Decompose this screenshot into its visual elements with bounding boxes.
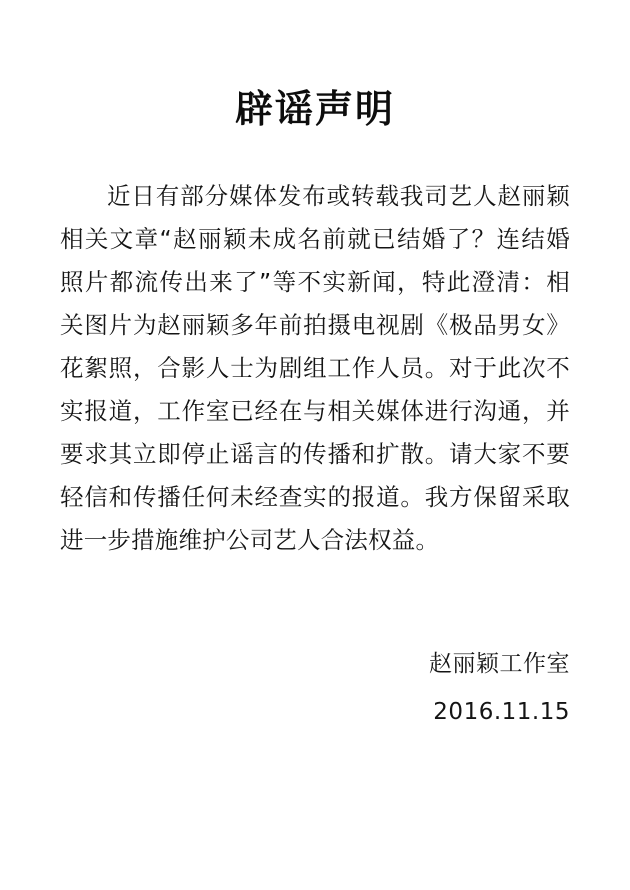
statement-body [60, 133, 570, 562]
statement-paragraph: 近日有部分媒体发布或转载我司艺人赵丽颖相关文章“赵丽颖未成名前就已结婚了？连结婚照片都流传出来了”等不实新闻，特此澄清：相关图片为赵丽颖多年前拍摄电视剧《极品男女》花絮照，合影人士为剧组工作人员。对于此次不实报道，工作室已经在与相关媒体进行沟通，并要求其立即停止谣言的传播和扩散。请大家不要轻信和传播任何未经查实的报道。我方保留采取进一步措施维护公司艺人合法权益。 [60, 182, 570, 554]
signature-block [60, 562, 570, 732]
signature-date: 2016.11.15 [433, 699, 570, 725]
page-title: 辟谣声明 [234, 87, 395, 131]
signature-name: 赵丽颖工作室 [429, 651, 570, 677]
